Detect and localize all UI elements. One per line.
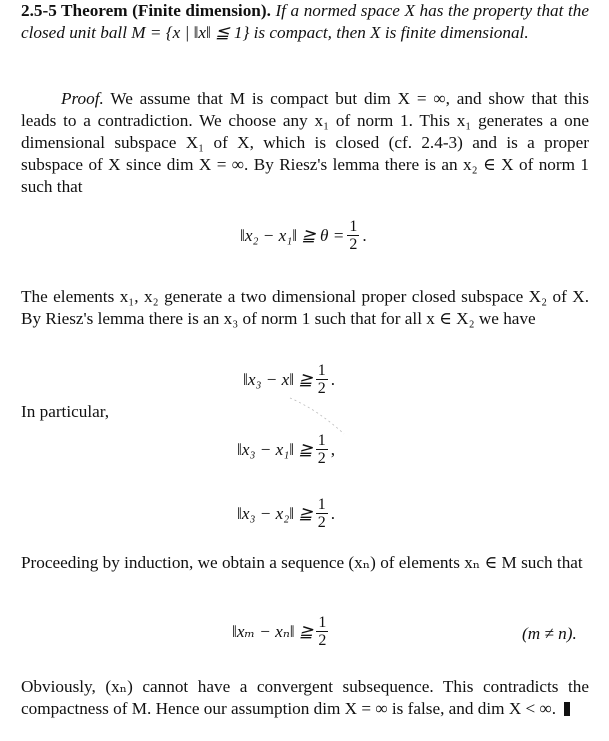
proof-text-1: We assume that M is compact but dim X = ∞, and show that this leads to a contradiction. We choose any x₁ of norm 1. This x₁ generates a one dimensional subspace X₁ of X, which is closed (cf. 2.4-3) and is a proper subspace of X since dim X = ∞. By Riesz's lemma there is an x₂ ∈ X of norm 1 such that <box>21 89 589 196</box>
proof-text-4: Obviously, (xₙ) cannot have a convergent subsequence. This contradicts the compactness of M. Hence our assumption dim X = ∞ is false, and dim X < ∞. <box>21 677 589 718</box>
eq5-frac-num: 1 <box>318 614 327 631</box>
eq3-frac-num: 1 <box>317 432 326 449</box>
equation-4 <box>237 496 335 531</box>
theorem-statement: If a normed space X has the property that the closed unit ball M = {x | ‖x‖ ≦ 1} is compact, then X is finite dimensional. <box>21 1 589 42</box>
eq2-fraction <box>316 362 328 397</box>
eq1-frac-den: 2 <box>349 236 358 253</box>
eq1-frac-num: 1 <box>349 218 358 235</box>
end-of-proof-mark <box>564 702 570 716</box>
in-particular-label: In particular, <box>21 402 110 421</box>
eq5-fraction <box>316 614 328 649</box>
eq2-lhs: ‖x₃ − x‖ ≧ <box>243 369 313 389</box>
proof-paragraph-3 <box>21 552 589 574</box>
eq2-frac-num: 1 <box>317 362 326 379</box>
eq4-fraction <box>316 496 328 531</box>
equation-3 <box>237 432 335 467</box>
equation-2 <box>243 362 335 397</box>
eq5-lhs: ‖xₘ − xₙ‖ ≧ <box>232 621 314 641</box>
eq2-end: . <box>330 369 336 389</box>
eq5-condition: (m ≠ n). <box>522 624 577 643</box>
eq1-fraction <box>347 218 359 253</box>
eq2-frac-den: 2 <box>317 380 326 397</box>
eq4-frac-den: 2 <box>317 514 326 531</box>
eq3-lhs: ‖x₃ − x₁‖ ≧ <box>237 439 313 459</box>
eq3-frac-den: 2 <box>317 450 326 467</box>
scan-artifact-stroke <box>288 396 348 436</box>
proof-paragraph-1 <box>21 88 589 198</box>
proof-text-3: Proceeding by induction, we obtain a sequence (xₙ) of elements xₙ ∈ M such that <box>21 553 583 572</box>
theorem-paragraph <box>21 0 589 44</box>
eq5-frac-den: 2 <box>318 632 327 649</box>
eq1-end: . <box>362 225 367 245</box>
eq4-lhs: ‖x₃ − x₂‖ ≧ <box>237 503 313 523</box>
eq1-lhs: ‖x₂ − x₁‖ ≧ θ = <box>240 225 345 245</box>
theorem-heading: 2.5-5 Theorem (Finite dimension). <box>21 1 271 20</box>
proof-text-2: The elements x₁, x₂ generate a two dimensional proper closed subspace X₂ of X. By Riesz's lemma there is an x₃ of norm 1 such that for all x ∈ X₂ we have <box>21 287 589 328</box>
proof-paragraph-4 <box>21 676 589 720</box>
eq4-frac-num: 1 <box>317 496 326 513</box>
proof-paragraph-2 <box>21 286 589 330</box>
eq3-end: , <box>330 439 336 459</box>
equation-1 <box>240 218 367 253</box>
eq3-fraction <box>316 432 328 467</box>
proof-label: Proof. <box>61 89 104 108</box>
equation-5 <box>232 614 331 649</box>
eq4-end: . <box>330 503 336 523</box>
